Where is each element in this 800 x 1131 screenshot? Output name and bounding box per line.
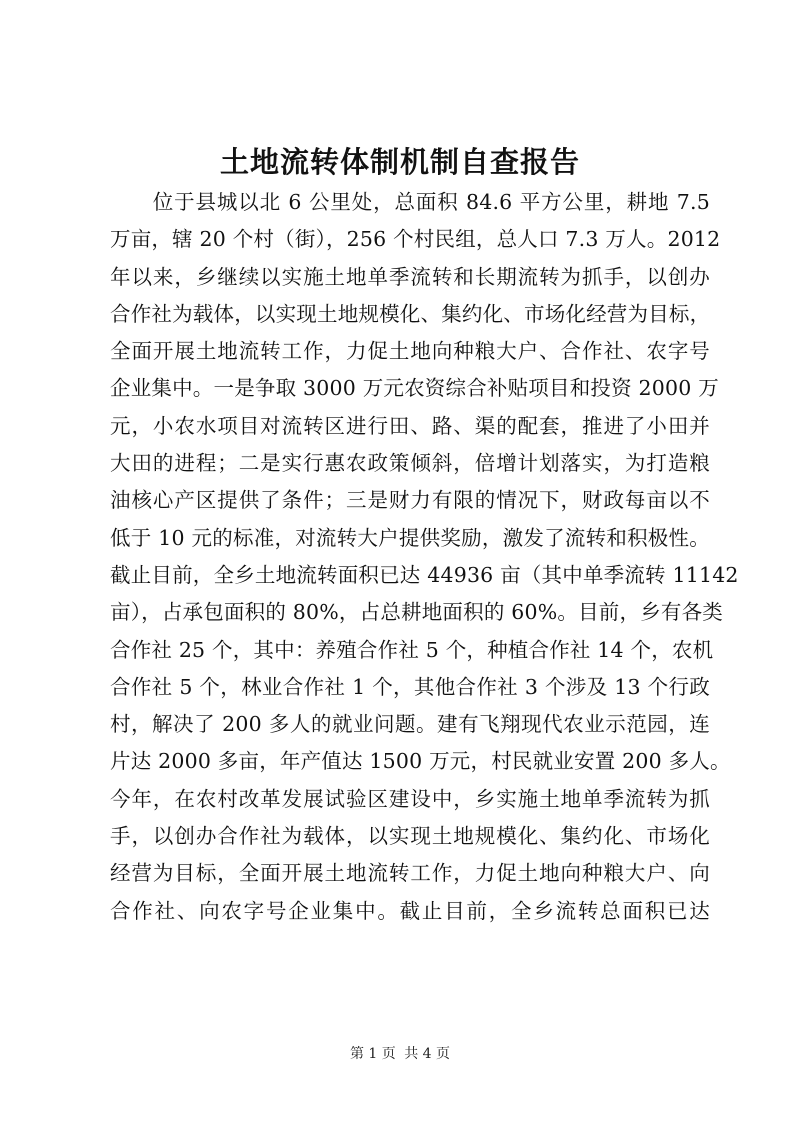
page-total: 共 4 页 — [404, 1046, 451, 1062]
body-line: 合作社为载体，以实现土地规模化、集约化、市场化经营为目标， — [110, 301, 711, 326]
page-footer — [0, 1043, 800, 1063]
page-number: 第 1 页 — [349, 1046, 396, 1062]
body-line: 万亩，辖 20 个村（街），256 个村民组，总人口 7.3 万人。2012 — [110, 227, 721, 252]
body-line: 元，小农水项目对流转区进行田、路、渠的配套，推进了小田并 — [110, 413, 710, 438]
body-line: 油核心产区提供了条件；三是财力有限的情况下，财政每亩以不 — [110, 488, 710, 513]
document-title: 土地流转体制机制自查报告 — [219, 145, 580, 179]
body-line: 片达 2000 多亩，年产值达 1500 万元，村民就业安置 200 多人。 — [110, 749, 731, 774]
document-body — [110, 184, 739, 930]
body-line: 年以来，乡继续以实施土地单季流转和长期流转为抓手，以创办 — [110, 264, 710, 289]
body-line: 大田的进程；二是实行惠农政策倾斜，倍增计划落实，为打造粮 — [110, 451, 710, 476]
body-line: 合作社、向农字号企业集中。截止目前，全乡流转总面积已达 — [110, 898, 710, 923]
body-line: 企业集中。一是争取 3000 万元农资综合补贴项目和投资 2000 万 — [110, 376, 719, 401]
body-line: 截止目前，全乡土地流转面积已达 44936 亩（其中单季流转 11142 — [110, 562, 739, 587]
body-line: 全面开展土地流转工作，力促土地向种粮大户、合作社、农字号 — [110, 339, 710, 364]
body-line: 亩），占承包面积的 80%，占总耕地面积的 60%。目前，乡有各类 — [110, 600, 724, 625]
body-line: 合作社 25 个，其中：养殖合作社 5 个，种植合作社 14 个，农机 — [110, 637, 714, 662]
body-line: 手，以创办合作社为载体，以实现土地规模化、集约化、市场化 — [110, 824, 710, 849]
body-line: 位于县城以北 6 公里处，总面积 84.6 平方公里，耕地 7.5 — [110, 190, 710, 214]
body-line: 经营为目标，全面开展土地流转工作，力促土地向种粮大户、向 — [110, 861, 710, 886]
body-line: 合作社 5 个，林业合作社 1 个，其他合作社 3 个涉及 13 个行政 — [110, 674, 710, 699]
body-line: 村，解决了 200 多人的就业问题。建有飞翔现代农业示范园，连 — [110, 712, 710, 737]
body-line: 低于 10 元的标准，对流转大户提供奖励，激发了流转和积极性。 — [110, 525, 710, 550]
body-line: 今年，在农村改革发展试验区建设中，乡实施土地单季流转为抓 — [110, 786, 710, 811]
